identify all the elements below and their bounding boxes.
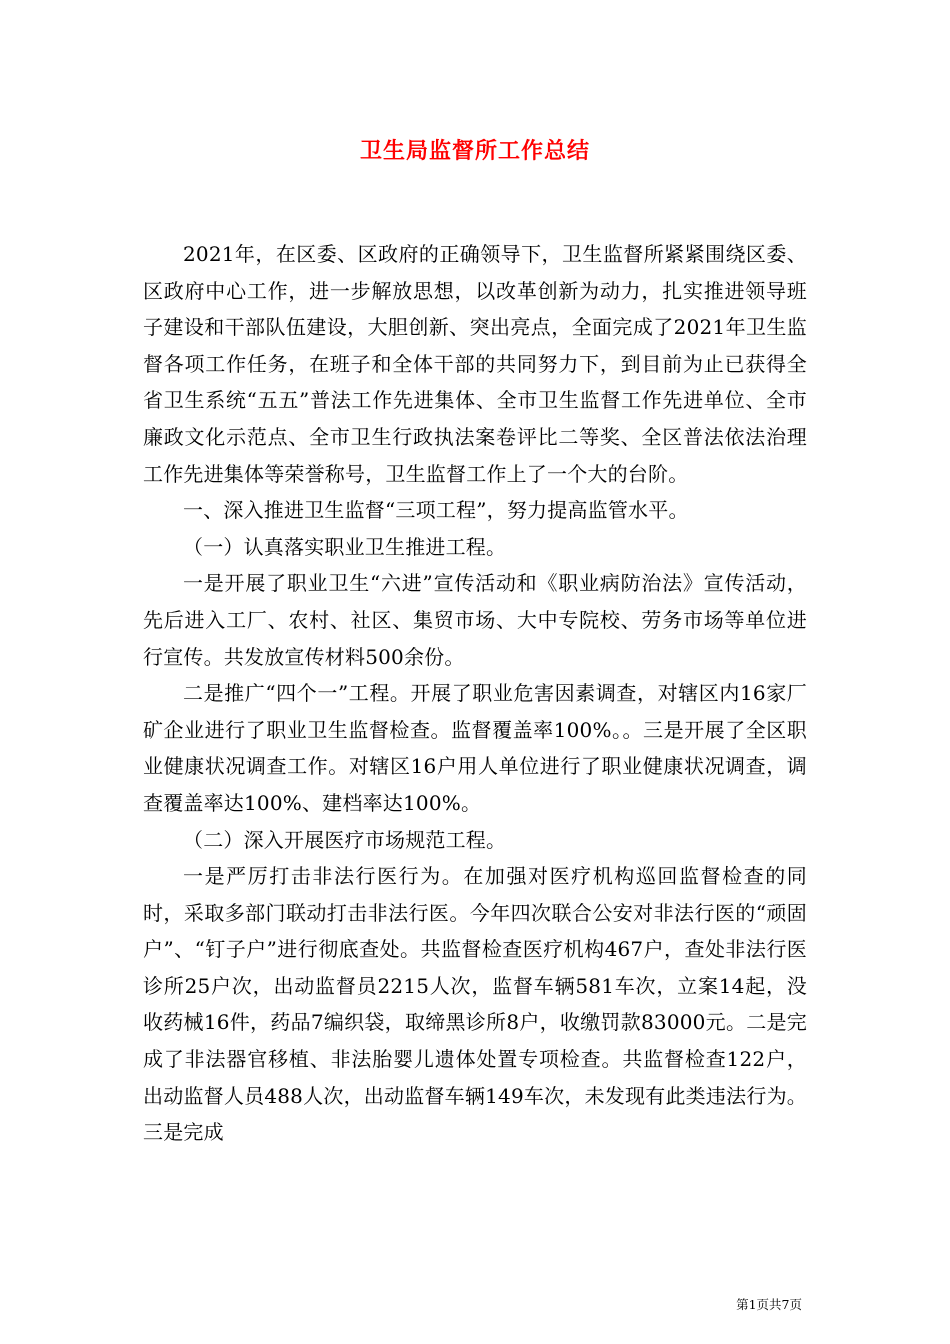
paragraph: 二是推广“四个一”工程。开展了职业危害因素调查，对辖区内16家厂矿企业进行了职业卫生监督检查。监督覆盖率100%。。三是开展了全区职业健康状况调查工作。对辖区16户用人单位进行了职业健康状况调查，调查覆盖率达100%、建档率达100%。 (143, 681, 807, 815)
document-title: 卫生局监督所工作总结 (359, 138, 590, 164)
paragraph: 一是开展了职业卫生“六进”宣传活动和《职业病防治法》宣传活动，先后进入工厂、农村、社区、集贸市场、大中专院校、劳务市场等单位进行宣传。共发放宣传材料500余份。 (143, 571, 807, 669)
paragraph: 一是严厉打击非法行医行为。在加强对医疗机构巡回监督检查的同时，采取多部门联动打击非法行医。今年四次联合公安对非法行医的“顽固户”、“钉子户”进行彻底查处。共监督检查医疗机构467户，查处非法行医诊所25户次，出动监督员2215人次，监督车辆581车次，立案14起，没收药械16件，药品7编织袋，取缔黑诊所8户，收缴罚款83000元。二是完成了非法器官移植、非法胎婴儿遗体处置专项检查。共监督检查122户，出动监督人员488人次，出动监督车辆149车次，未发现有此类违法行为。三是完成 (143, 864, 807, 1145)
subsection-heading-2: （二）深入开展医疗市场规范工程。 (183, 827, 507, 852)
document-body (143, 236, 807, 1151)
subsection-heading-1: （一）认真落实职业卫生推进工程。 (183, 534, 507, 559)
section-heading-1: 一、深入推进卫生监督“三项工程”，努力提高监管水平。 (183, 498, 689, 523)
paragraph-intro: 2021年，在区委、区政府的正确领导下，卫生监督所紧紧围绕区委、区政府中心工作，进一步解放思想，以改革创新为动力，扎实推进领导班子建设和干部队伍建设，大胆创新、突出亮点，全面完成了2021年卫生监督各项工作任务，在班子和全体干部的共同努力下，到目前为止已获得全省卫生系统“五五”普法工作先进集体、全市卫生监督工作先进单位、全市廉政文化示范点、全市卫生行政执法案卷评比二等奖、全区普法依法治理工作先进集体等荣誉称号，卫生监督工作上了一个大的台阶。 (143, 242, 807, 486)
page-number: 第1页共7页 (736, 1297, 802, 1312)
